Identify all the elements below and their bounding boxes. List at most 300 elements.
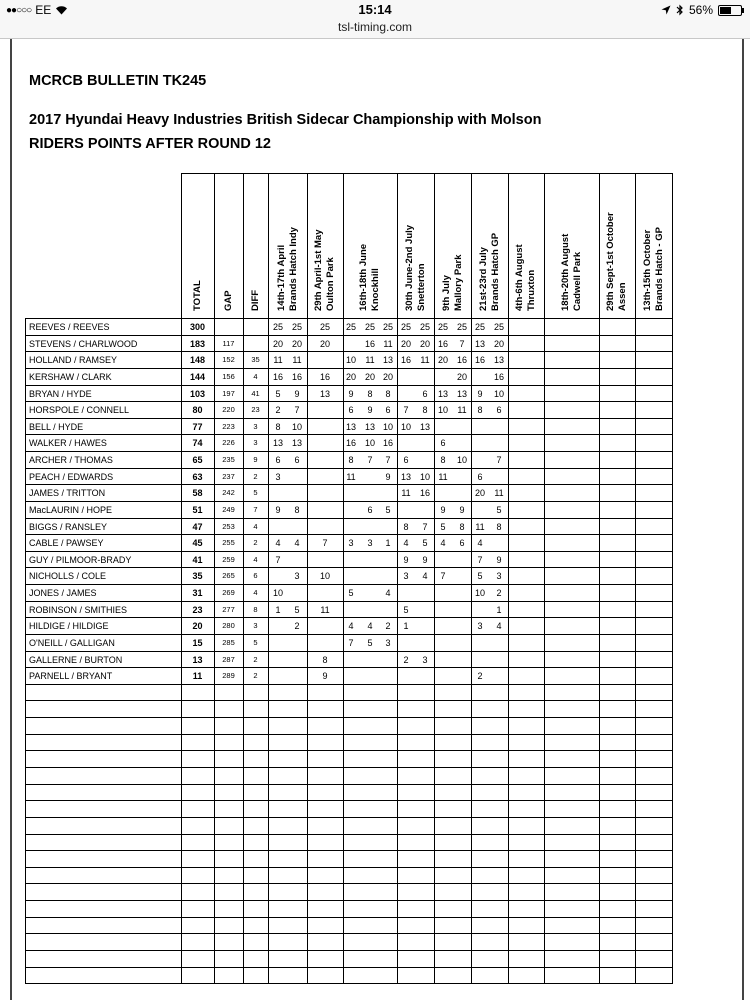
- race-points: 4: [496, 621, 502, 632]
- gap-value: 277: [222, 604, 235, 614]
- race-points: 25: [272, 322, 283, 332]
- rider-name: BIGGS / RANSLEY: [29, 521, 108, 532]
- gap-value: 197: [222, 388, 235, 398]
- grid-line: [25, 817, 673, 818]
- diff-value: 9: [253, 455, 258, 465]
- race-points: 16: [319, 371, 330, 382]
- race-points: [288, 485, 306, 501]
- race-points: 3: [422, 654, 428, 665]
- race-points: [471, 652, 489, 668]
- race-points: [416, 435, 434, 451]
- race-points: 3: [496, 571, 502, 582]
- race-points: [316, 485, 334, 501]
- race-points: 20: [382, 371, 393, 382]
- race-points: [342, 568, 360, 584]
- diff-value: 3: [253, 621, 258, 631]
- race-points: 6: [348, 405, 354, 416]
- race-points: 9: [422, 554, 428, 565]
- rider-name: PEACH / EDWARDS: [29, 471, 114, 482]
- race-points: 3: [385, 637, 391, 648]
- header-round-4-line: 30th June-2nd July: [403, 224, 415, 311]
- standings-subtitle: RIDERS POINTS AFTER ROUND 12: [29, 136, 271, 152]
- race-points: 10: [291, 421, 302, 432]
- race-points: 25: [493, 322, 504, 332]
- race-points: 16: [474, 355, 485, 366]
- carrier-name: EE: [35, 3, 52, 17]
- race-points: [434, 419, 452, 435]
- header-round-2-label: [313, 230, 337, 311]
- race-points: 4: [385, 588, 391, 599]
- rider-name: BELL / HYDE: [29, 421, 84, 432]
- diff-value: 4: [253, 371, 258, 381]
- race-points: [434, 485, 452, 501]
- race-points: [342, 652, 360, 668]
- race-points: [453, 602, 471, 618]
- race-points: [434, 585, 452, 601]
- race-points: [471, 419, 489, 435]
- race-points: 16: [345, 438, 356, 449]
- rider-name: HILDIGE / HILDIGE: [29, 621, 109, 632]
- race-points: 11: [383, 338, 393, 349]
- race-points: [316, 635, 334, 651]
- race-points: [416, 635, 434, 651]
- race-points: [490, 469, 508, 485]
- header-round-2: [307, 173, 343, 318]
- diff-value: 2: [253, 654, 258, 664]
- race-points: 2: [496, 588, 502, 599]
- race-points: 13: [345, 421, 356, 432]
- race-points: 2: [294, 621, 300, 632]
- gap-value: 220: [222, 405, 235, 415]
- grid-line: [25, 717, 673, 718]
- race-points: 4: [440, 538, 446, 549]
- race-points: [416, 618, 434, 634]
- race-points: 10: [474, 588, 485, 599]
- race-points: [361, 602, 379, 618]
- race-points: 20: [456, 371, 467, 382]
- race-points: [316, 419, 334, 435]
- race-points: [453, 552, 471, 568]
- header-round-10-line: Brands Hatch - GP: [653, 227, 665, 311]
- race-points: 1: [275, 604, 281, 615]
- race-points: [490, 635, 508, 651]
- race-points: 6: [477, 471, 483, 482]
- race-points: [269, 519, 287, 535]
- race-points: 13: [456, 388, 467, 399]
- race-points: 11: [292, 355, 302, 366]
- rider-name: PARNELL / BRYANT: [29, 671, 113, 682]
- grid-line: [25, 867, 673, 868]
- header-round-6-line: 21st-23rd July: [477, 247, 489, 311]
- gap-value: [214, 319, 243, 335]
- gap-value: 156: [222, 371, 235, 381]
- race-points: [397, 386, 415, 402]
- header-round-3: [343, 173, 397, 318]
- race-points: [416, 668, 434, 684]
- race-points: 13: [474, 338, 485, 349]
- race-points: [434, 668, 452, 684]
- race-points: [434, 635, 452, 651]
- race-points: 16: [291, 371, 302, 382]
- url-text[interactable]: tsl-timing.com: [337, 20, 412, 34]
- header-round-5-line: 9th July: [440, 275, 452, 311]
- race-points: [316, 502, 334, 518]
- race-points: 8: [385, 388, 391, 399]
- header-round-6: [471, 173, 508, 318]
- grid-line: [25, 950, 673, 951]
- gap-value: 287: [222, 654, 235, 664]
- grid-line: [25, 933, 673, 934]
- race-points: 6: [440, 438, 446, 449]
- race-points: 13: [493, 355, 504, 366]
- diff-value: 2: [253, 471, 258, 481]
- race-points: 6: [459, 538, 465, 549]
- race-points: [316, 402, 334, 418]
- race-points: 4: [367, 621, 373, 632]
- total-points: 103: [189, 388, 206, 399]
- race-points: 9: [294, 388, 300, 399]
- race-points: [490, 668, 508, 684]
- header-total-line: TOTAL: [191, 280, 203, 311]
- header-round-5-line: Mallory Park: [452, 254, 464, 311]
- header-round-9-line: 29th Sept-1st October: [605, 212, 616, 311]
- race-points: 10: [400, 421, 411, 432]
- race-points: [361, 585, 379, 601]
- header-round-1-line: Brands Hatch Indy: [287, 227, 299, 311]
- rider-name: HOLLAND / RAMSEY: [29, 355, 118, 366]
- race-points: [379, 552, 397, 568]
- race-points: 10: [437, 405, 448, 416]
- race-points: 16: [419, 488, 430, 499]
- gap-value: 289: [222, 671, 235, 681]
- race-points: 13: [291, 438, 302, 449]
- race-points: 16: [400, 355, 411, 366]
- rider-name: ARCHER / THOMAS: [29, 455, 113, 466]
- rider-name: NICHOLLS / COLE: [29, 571, 107, 582]
- grid-line: [25, 784, 673, 785]
- race-points: 20: [400, 338, 411, 349]
- race-points: 2: [477, 671, 483, 682]
- race-points: 1: [496, 604, 502, 615]
- race-points: 20: [474, 488, 485, 499]
- race-points: 25: [345, 322, 356, 332]
- grid-line: [25, 983, 673, 984]
- total-points: 15: [192, 637, 203, 648]
- diff-value: 4: [253, 521, 258, 531]
- race-points: 7: [459, 338, 465, 349]
- race-points: 8: [275, 421, 281, 432]
- race-points: 13: [382, 355, 393, 366]
- grid-line: [25, 967, 673, 968]
- gap-value: 265: [222, 571, 235, 581]
- race-points: [269, 635, 287, 651]
- gap-value: 269: [222, 588, 235, 598]
- race-points: 3: [294, 571, 300, 582]
- race-points: [361, 519, 379, 535]
- race-points: [434, 552, 452, 568]
- rider-name: JAMES / TRITTON: [29, 488, 106, 499]
- race-points: 6: [367, 504, 373, 515]
- race-points: 13: [364, 421, 375, 432]
- total-points: 47: [192, 521, 203, 532]
- total-points: 144: [189, 371, 206, 382]
- race-points: 9: [403, 554, 409, 565]
- rider-name: WALKER / HAWES: [29, 438, 107, 449]
- total-points: 77: [192, 421, 203, 432]
- race-points: 11: [494, 488, 504, 499]
- race-points: 5: [496, 504, 502, 515]
- race-points: [288, 552, 306, 568]
- race-points: [416, 585, 434, 601]
- race-points: [379, 652, 397, 668]
- race-points: 8: [477, 405, 483, 416]
- race-points: [434, 652, 452, 668]
- race-points: [416, 369, 434, 385]
- battery-icon: [718, 5, 742, 16]
- race-points: 4: [294, 538, 300, 549]
- race-points: 11: [420, 355, 430, 366]
- race-points: 1: [385, 538, 391, 549]
- race-points: [361, 469, 379, 485]
- race-points: 1: [403, 621, 409, 632]
- race-points: 25: [419, 322, 430, 332]
- race-points: [342, 668, 360, 684]
- race-points: 20: [319, 338, 330, 349]
- diff-value: 5: [253, 488, 258, 498]
- race-points: [269, 618, 287, 634]
- race-points: 13: [319, 388, 330, 399]
- race-points: 7: [367, 455, 373, 466]
- battery-percentage: 56%: [688, 3, 713, 17]
- rider-name: JONES / JAMES: [29, 588, 97, 599]
- race-points: [434, 602, 452, 618]
- diff-value: 3: [253, 421, 258, 431]
- race-points: 16: [456, 355, 467, 366]
- race-points: 3: [275, 471, 281, 482]
- header-gap-label: [223, 290, 235, 311]
- race-points: [288, 652, 306, 668]
- race-points: [379, 519, 397, 535]
- total-points: 41: [192, 554, 203, 565]
- race-points: 5: [294, 604, 300, 615]
- race-points: 6: [385, 405, 391, 416]
- race-points: [288, 585, 306, 601]
- race-points: 20: [419, 338, 430, 349]
- header-round-7-line: 4th-6th August: [514, 244, 525, 311]
- total-points: 148: [189, 355, 206, 366]
- header-round-1: [268, 173, 307, 318]
- race-points: [471, 602, 489, 618]
- grid-line: [25, 850, 673, 851]
- header-round-7-label: [514, 244, 538, 311]
- race-points: 13: [400, 471, 411, 482]
- race-points: 7: [322, 538, 328, 549]
- diff-value: 2: [253, 538, 258, 548]
- gap-value: 255: [222, 538, 235, 548]
- header-round-7-line: Thruxton: [526, 269, 537, 311]
- race-points: 6: [403, 455, 409, 466]
- race-points: [288, 469, 306, 485]
- race-points: 11: [320, 604, 330, 615]
- grid-line: [25, 767, 673, 768]
- total-points: 31: [192, 588, 203, 599]
- race-points: [490, 435, 508, 451]
- race-points: 7: [440, 571, 446, 582]
- race-points: 20: [437, 355, 448, 366]
- race-points: 10: [272, 588, 283, 599]
- race-points: [342, 602, 360, 618]
- championship-title: 2017 Hyundai Heavy Industries British Sidecar Championship with Molson: [29, 112, 542, 128]
- address-bar[interactable]: [0, 20, 750, 38]
- total-points: 63: [192, 471, 203, 482]
- race-points: 9: [367, 405, 373, 416]
- race-points: 2: [403, 654, 409, 665]
- rider-name: BRYAN / HYDE: [29, 388, 92, 399]
- race-points: [397, 668, 415, 684]
- gap-value: 152: [222, 355, 235, 365]
- race-points: 11: [475, 521, 485, 532]
- header-total-label: [192, 280, 204, 311]
- header-round-6-line: Brands Hatch GP: [489, 232, 501, 311]
- race-points: 13: [272, 438, 283, 449]
- gap-value: 285: [222, 637, 235, 647]
- race-points: 8: [322, 654, 328, 665]
- gap-value: 223: [222, 421, 235, 431]
- diff-value: 3: [253, 438, 258, 448]
- total-points: 74: [192, 438, 203, 449]
- header-round-8: [544, 173, 599, 318]
- race-points: 10: [493, 388, 504, 399]
- race-points: 8: [403, 521, 409, 532]
- race-points: [397, 369, 415, 385]
- gap-value: 242: [222, 488, 235, 498]
- race-points: 5: [385, 504, 391, 515]
- diff-value: 8: [253, 604, 258, 614]
- race-points: [453, 568, 471, 584]
- race-points: 16: [493, 371, 504, 382]
- diff-value: 4: [253, 554, 258, 564]
- diff-value: 6: [253, 571, 258, 581]
- total-points: 11: [192, 671, 203, 682]
- race-points: 20: [493, 338, 504, 349]
- rider-name: STEVENS / CHARLWOOD: [29, 338, 138, 349]
- grid-line: [25, 700, 673, 701]
- header-round-9-line: Assen: [617, 282, 628, 311]
- race-points: 9: [496, 554, 502, 565]
- race-points: [416, 602, 434, 618]
- race-points: 9: [477, 388, 483, 399]
- race-points: [316, 469, 334, 485]
- rider-name: ROBINSON / SMITHIES: [29, 604, 128, 615]
- total-points: 58: [192, 488, 203, 499]
- diff-value: 41: [251, 388, 260, 398]
- race-points: 7: [403, 405, 409, 416]
- race-points: 25: [382, 322, 393, 332]
- race-points: [453, 419, 471, 435]
- race-points: 3: [477, 621, 483, 632]
- race-points: 7: [385, 455, 391, 466]
- race-points: 11: [457, 405, 467, 416]
- bluetooth-icon: [676, 4, 684, 16]
- race-points: [453, 585, 471, 601]
- race-points: 9: [275, 504, 281, 515]
- race-points: 8: [422, 405, 428, 416]
- gap-value: 253: [222, 521, 235, 531]
- race-points: 9: [348, 388, 354, 399]
- race-points: [269, 485, 287, 501]
- race-points: [453, 668, 471, 684]
- race-points: [342, 552, 360, 568]
- race-points: 2: [385, 621, 391, 632]
- total-points: 45: [192, 538, 203, 549]
- diff-value: 5: [253, 637, 258, 647]
- race-points: 16: [382, 438, 393, 449]
- gap-value: 259: [222, 554, 235, 564]
- diff-value: 35: [251, 355, 260, 365]
- header-round-3-label: [358, 244, 382, 311]
- race-points: 16: [272, 371, 283, 382]
- gap-value: 226: [222, 438, 235, 448]
- race-points: [361, 485, 379, 501]
- race-points: 6: [294, 455, 300, 466]
- grid-line: [25, 917, 673, 918]
- race-points: [316, 552, 334, 568]
- race-points: [471, 635, 489, 651]
- diff-value: 4: [253, 588, 258, 598]
- race-points: 5: [403, 604, 409, 615]
- header-round-3-line: 16th-18th June: [358, 243, 369, 311]
- bulletin-title: MCRCB BULLETIN TK245: [29, 73, 207, 89]
- rider-name: MacLAURIN / HOPE: [29, 504, 113, 515]
- grid-line: [25, 750, 673, 751]
- race-points: [269, 568, 287, 584]
- race-points: [316, 585, 334, 601]
- race-points: [342, 519, 360, 535]
- header-total: [181, 173, 214, 318]
- race-points: 25: [400, 322, 411, 332]
- race-points: 11: [346, 471, 356, 482]
- race-points: 16: [437, 338, 448, 349]
- race-points: [342, 502, 360, 518]
- race-points: 20: [364, 371, 375, 382]
- race-points: 25: [474, 322, 485, 332]
- race-points: 5: [367, 637, 373, 648]
- race-points: 25: [364, 322, 375, 332]
- race-points: 6: [496, 405, 502, 416]
- race-points: [316, 519, 334, 535]
- race-points: 7: [348, 637, 354, 648]
- header-round-2-line: Oulton Park: [325, 257, 336, 311]
- header-diff-label: [250, 290, 262, 311]
- clock: 15:14: [358, 2, 392, 17]
- status-bar: [0, 0, 750, 20]
- race-points: [397, 502, 415, 518]
- race-points: 11: [365, 355, 375, 366]
- race-points: 10: [319, 571, 330, 582]
- race-points: 4: [348, 621, 354, 632]
- race-points: 11: [438, 471, 448, 482]
- header-round-5-label: [441, 255, 465, 312]
- race-points: 8: [348, 455, 354, 466]
- rider-name: O'NEILL / GALLIGAN: [29, 637, 115, 648]
- race-points: 10: [456, 455, 467, 466]
- race-points: 8: [440, 455, 446, 466]
- race-points: 10: [419, 471, 430, 482]
- race-points: 4: [275, 538, 281, 549]
- race-points: 9: [385, 471, 391, 482]
- race-points: [379, 668, 397, 684]
- race-points: 8: [294, 504, 300, 515]
